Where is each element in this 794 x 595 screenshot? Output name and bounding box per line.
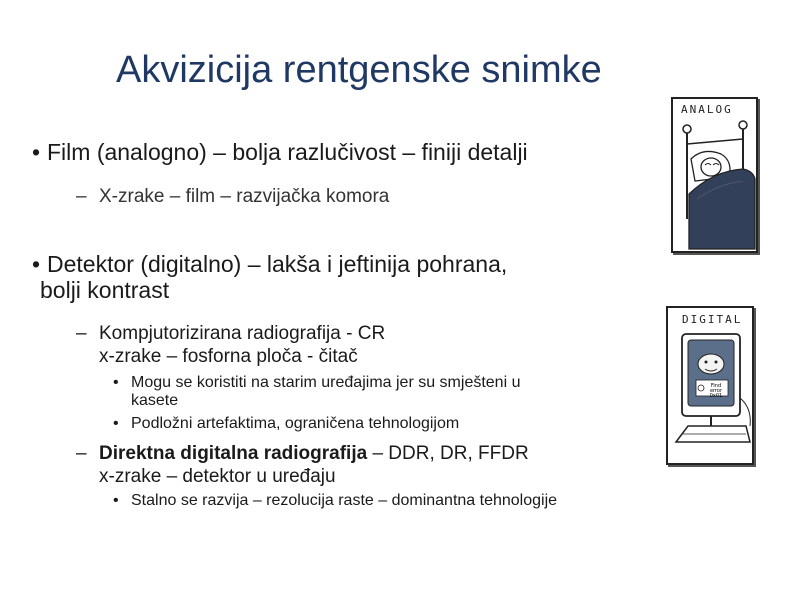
dash-marker: –: [76, 323, 87, 344]
analog-caption: ANALOG: [681, 103, 733, 116]
detector-bullet-line1: Detektor (digitalno) – lakša i jeftinija pohrana,: [47, 251, 508, 277]
ddr-line1: [99, 443, 529, 466]
bullet-marker: •: [113, 492, 119, 509]
cr-point-1: Mogu se koristiti na starim uređajima jer su smješteni u: [131, 374, 521, 391]
bullet-marker: •: [113, 415, 119, 432]
bed-illustration: [673, 99, 756, 251]
error-message: Find error 0x01: [709, 383, 723, 399]
bullet-marker: •: [113, 374, 119, 391]
film-subpoint: X-zrake – film – razvijačka komora: [99, 186, 390, 207]
detector-bullet-line2: bolji kontrast: [40, 277, 170, 303]
dash-marker: –: [76, 186, 87, 207]
dash-marker: –: [76, 443, 87, 464]
ddr-bold-term: Direktna digitalna radiografija: [99, 443, 368, 464]
cr-line1: Kompjutorizirana radiografija - CR: [99, 323, 386, 344]
cr-point-2: Podložni artefaktima, ograničena tehnologijom: [131, 415, 460, 432]
cr-line2: x-zrake – fosforna ploča - čitač: [99, 346, 358, 367]
digital-cartoon: [666, 306, 754, 465]
bullet-marker: •: [32, 251, 41, 277]
analog-cartoon: [671, 97, 758, 253]
digital-caption: DIGITAL: [682, 313, 743, 326]
ddr-point: Stalno se razvija – rezolucija raste – dominantna tehnologije: [131, 492, 558, 509]
cr-point-1-cont: kasete: [131, 392, 179, 409]
slide-title: Akvizicija rentgenske snimke: [116, 49, 602, 91]
ddr-line2: x-zrake – detektor u uređaju: [99, 466, 336, 487]
bullet-marker: •: [32, 139, 41, 165]
film-bullet-text: Film (analogno) – bolja razlučivost – finiji detalji: [47, 139, 528, 165]
ddr-abbreviations: – DDR, DR, FFDR: [367, 443, 529, 464]
